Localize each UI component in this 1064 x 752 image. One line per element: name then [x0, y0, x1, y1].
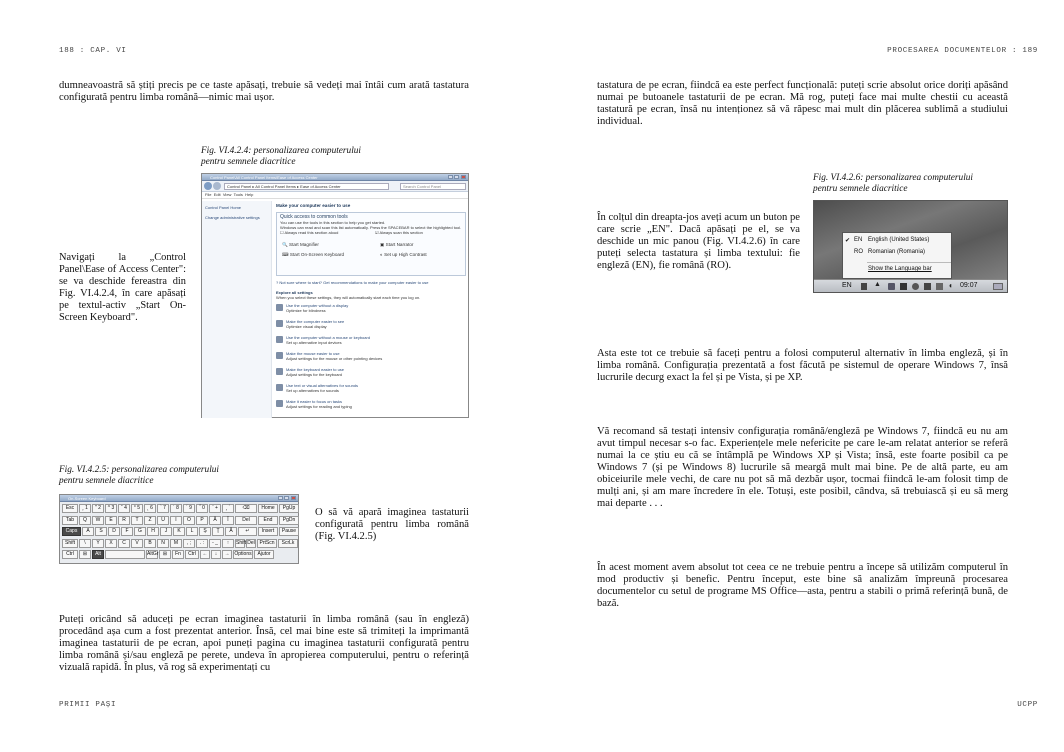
setting-title: Use the computer without a mouse or keyboard	[286, 335, 371, 340]
network-icon[interactable]	[888, 283, 895, 290]
menu-bar	[202, 192, 468, 199]
show-desktop-icon[interactable]	[993, 283, 1003, 290]
key[interactable]: Ctrl	[62, 550, 78, 559]
quick-title: Quick access to common tools	[280, 214, 348, 220]
window-title: Control Panel\All Control Panel Items\Ease of Access Center	[210, 175, 318, 180]
key[interactable]: →	[222, 550, 232, 559]
right-para-2: În colțul din dreapta-jos aveți acum un buton pe care scrie „EN". Dacă apăsați pe el, se va deschide un mic panou (Fig. VI.4.2.6) în care puteți selecta tastatura și limba textului: fie engleză (EN), fie română (RO).	[597, 212, 800, 271]
setting-subtitle: Set up alternatives for sounds	[286, 388, 339, 393]
menu-file[interactable]: File	[205, 192, 212, 197]
fig-426-caption	[813, 173, 973, 195]
key[interactable]: ↓	[211, 550, 221, 559]
key[interactable]: . :	[196, 539, 208, 548]
setting-icon	[276, 304, 283, 311]
fig-424-caption	[201, 146, 361, 168]
key[interactable]: Q	[79, 516, 91, 525]
key[interactable]: L	[186, 527, 198, 536]
app-tray-icon[interactable]	[900, 283, 907, 290]
check-scan[interactable]: ☑ Always scan this section	[375, 230, 423, 235]
checkmark-icon: ✔	[845, 238, 851, 244]
key[interactable]: Alt	[92, 550, 104, 559]
keyboard-title: On-Screen Keyboard	[68, 496, 106, 501]
key[interactable]: M	[170, 539, 182, 548]
right-header: PROCESAREA DOCUMENTELOR : 189	[887, 47, 1038, 55]
key[interactable]: S	[95, 527, 107, 536]
key[interactable]: ←	[200, 550, 210, 559]
caption-line: pentru semnele diacritice	[813, 184, 908, 194]
key[interactable]: ˛ 6	[144, 504, 156, 513]
lang-code: RO	[854, 249, 863, 255]
key[interactable]: J	[160, 527, 172, 536]
address-row	[202, 181, 468, 192]
sidebar-item-admin[interactable]: Change administrative settings	[205, 215, 260, 220]
tray-lang-button[interactable]: EN	[842, 282, 852, 289]
show-language-bar-link[interactable]: Show the Language bar	[868, 266, 932, 272]
setting-subtitle: Adjust settings for reading and typing	[286, 404, 352, 409]
key[interactable]: ⊞	[159, 550, 171, 559]
taskbar-tray	[814, 279, 1007, 292]
window-titlebar	[202, 174, 468, 181]
setting-title: Make the keyboard easier to use	[286, 367, 345, 372]
right-page	[532, 0, 1064, 752]
caption-line: pentru semnele diacritice	[59, 476, 154, 486]
settings-list	[276, 303, 466, 412]
menu-edit[interactable]: Edit	[213, 192, 221, 197]
key[interactable]: Esc	[62, 504, 78, 513]
left-header: 188 : CAP. VI	[59, 47, 127, 55]
key[interactable]: Î	[222, 516, 234, 525]
right-para-4: Vă recomand să testați intensiv configurația română/engleză pe Windows 7, fiindcă eu nu am avut timpul necesar s-o fac. Experiențele mele nefericite pe care le-am relatat anterior se referă numai la ce știu eu că se întâmplă pe Windows XP și Vista; însă, este foarte posibil ca pe Windows 7 (și pe Windows 8) lucrurile să meargă mult mai bine. Pe de altă parte, eu am obiceiurile mele vechi, de care nu pot să mă dezbăr ușor, tocmai fiindcă le-am folosit timp de mulți ani, și am mare încredere în ele. Totuși, este posibil, cândva, să trebuiască și eu să merg mai departe . . .	[597, 426, 1008, 509]
maximize-icon[interactable]	[454, 175, 459, 179]
key[interactable]: ⌫	[235, 504, 257, 513]
setting-subtitle: Adjust settings for the mouse or other pointing devices	[286, 356, 383, 361]
setting-title: Make the mouse easier to use	[286, 351, 340, 356]
keyboard-titlebar	[60, 495, 298, 502]
lang-name: English (United States)	[868, 237, 930, 243]
key[interactable]: Y	[92, 539, 104, 548]
maximize-icon[interactable]	[284, 496, 289, 500]
key[interactable]: V	[131, 539, 143, 548]
sidebar	[202, 201, 272, 418]
page-heading: Make your computer easier to use	[276, 203, 351, 208]
key[interactable]: Del	[235, 516, 257, 525]
key[interactable]: H	[147, 527, 159, 536]
key[interactable]: K	[173, 527, 185, 536]
close-icon[interactable]	[291, 496, 296, 500]
address-bar[interactable]: Control Panel ▸ All Control Panel Items ▸ Ease of Access Center	[224, 183, 389, 190]
explore-desc: When you select these settings, they will automatically start each time you log on.	[276, 295, 421, 300]
keyboard-description: O să vă apară imaginea tastaturii configurată pentru limba română (Fig. VI.4.2.5)	[315, 507, 469, 542]
key[interactable]: Shift	[236, 539, 247, 546]
key[interactable]: Ctrl	[185, 550, 199, 559]
setting-item[interactable]	[276, 399, 466, 412]
key[interactable]: I	[170, 516, 182, 525]
quick-desc-1: You can use the tools in this section to help you get started.	[280, 220, 386, 225]
setting-item[interactable]	[276, 383, 466, 396]
key[interactable]: - _	[209, 539, 221, 548]
key[interactable]: AltGr	[147, 551, 159, 557]
key[interactable]: Insert	[258, 527, 278, 536]
key[interactable]: U	[157, 516, 169, 525]
setting-item[interactable]	[276, 367, 466, 380]
right-para-5: În acest moment avem absolut tot ceea ce ne trebuie pentru a începe să utilizăm computerul în mod productiv și benefic. Pentru început, este bine să analizăm împreună procesarea documentelor cu setul de programe MS Office—asta, pentru a stabili o primă referință bună, de bază.	[597, 562, 1008, 609]
key[interactable]: Shift	[62, 539, 78, 548]
key[interactable]: Ț	[212, 527, 224, 536]
setting-title: Make it easier to focus on tasks	[286, 399, 343, 404]
keyboard-icon[interactable]	[861, 283, 867, 290]
left-bottom-paragraph: Puteți oricând să aduceți pe ecran imaginea tastaturii în limba română (sau în engleză) procedând așa cum a fost prezentat anterior. Însă, cel mai bine este să trimiteți la imprimantă imaginea tastaturii de pe ecran, apoi puneți pagina cu imaginea tastaturii configurată pentru limba română și/sau engleză pe perete, undeva în apropierea computerului, pentru o referință vizuală rapidă. În plus, vă rog să experimentați cu	[59, 614, 469, 673]
key[interactable]: PgDn	[279, 516, 299, 525]
check-row	[280, 230, 462, 236]
key[interactable]: C	[118, 539, 130, 548]
control-panel-screenshot	[201, 173, 469, 418]
explore-title: Explore all settings	[276, 290, 313, 295]
key[interactable]: N	[157, 539, 169, 548]
key[interactable]: A	[82, 527, 94, 536]
key[interactable]: ¸ ´	[222, 504, 234, 513]
key[interactable]: P	[196, 516, 208, 525]
key[interactable]: ˙ 8	[170, 504, 182, 513]
caption-line: Fig. VI.4.2.5: personalizarea computerului	[59, 465, 220, 475]
start-osk-link[interactable]: ⌨ Start On-Screen Keyboard	[282, 252, 345, 257]
check-label: Always scan this section	[379, 230, 423, 235]
key[interactable]: Caps	[62, 527, 81, 536]
setting-icon	[276, 368, 283, 375]
lang-code: EN	[854, 237, 863, 243]
key[interactable]: Tab	[62, 516, 78, 525]
back-icon[interactable]	[204, 182, 212, 190]
tool-label: Start On-Screen Keyboard	[289, 252, 345, 257]
divider	[867, 262, 951, 263]
close-icon[interactable]	[461, 175, 466, 179]
key[interactable]: ↵	[238, 527, 257, 536]
high-contrast-link[interactable]: ◐ Set up High Contrast	[380, 252, 427, 257]
forward-icon[interactable]	[213, 182, 221, 190]
caption-line: Fig. VI.4.2.6: personalizarea computerului	[813, 173, 974, 183]
key[interactable]: ScrLk	[278, 539, 298, 548]
setting-icon	[276, 336, 283, 343]
left-footer: PRIMII PAȘI	[59, 701, 117, 709]
clock[interactable]: 09:07	[960, 282, 978, 289]
tool-grid	[280, 242, 462, 266]
onscreen-keyboard-screenshot	[59, 494, 299, 564]
lang-option-en[interactable]	[843, 237, 951, 247]
setting-title: Make the computer easier to see	[286, 319, 345, 324]
tool-label: Set up High Contrast	[384, 252, 427, 257]
key[interactable]: O	[183, 516, 195, 525]
key[interactable]: W	[92, 516, 104, 525]
key[interactable]: D	[108, 527, 120, 536]
setting-item[interactable]	[276, 351, 466, 364]
tray-chevron-icon[interactable]: ▲	[874, 281, 881, 288]
setting-item[interactable]	[276, 335, 466, 348]
key[interactable]: Â	[225, 527, 237, 536]
key[interactable]: " 2	[92, 504, 104, 513]
main-content	[276, 203, 466, 412]
key[interactable]: T	[131, 516, 143, 525]
language-popup	[842, 232, 952, 279]
setting-subtitle: Optimize visual display	[286, 324, 327, 329]
check-label: Always read this section aloud	[284, 230, 339, 235]
start-narrator-link[interactable]: ▣ Start Narrator	[380, 242, 414, 247]
quick-access-box	[276, 212, 466, 276]
setting-subtitle: Optimize for blindness	[286, 308, 326, 313]
setting-item[interactable]	[276, 303, 466, 316]
key[interactable]: Home	[258, 504, 278, 513]
key[interactable]: ⊞	[79, 550, 91, 559]
key[interactable]: ¸ 1	[79, 504, 91, 513]
tool-label: Start Magnifier	[289, 242, 319, 247]
quick-desc-2: Windows can read and scan this list automatically. Press the SPACEBAR to select the highlighted tool.	[280, 225, 462, 230]
key[interactable]	[105, 550, 145, 559]
check-read-aloud[interactable]: ☐ Always read this section aloud	[280, 230, 339, 235]
key[interactable]: Ă	[209, 516, 221, 525]
menu-view[interactable]: View	[222, 192, 232, 197]
setting-subtitle: Set up alternative input devices	[286, 340, 342, 345]
setting-icon	[276, 400, 283, 407]
key[interactable]: ˝ 0	[196, 504, 208, 513]
key[interactable]: X	[105, 539, 117, 548]
lang-option-ro[interactable]	[843, 249, 951, 259]
nav-instructions: Navigați la „Control Panel\Ease of Access Center": se va deschide fereastra din Fig. VI.4.2.4, în care apăsați pe textul-activ „Start On-Screen Keyboard".	[59, 252, 186, 323]
key[interactable]: Ajutor	[254, 550, 274, 559]
keyboard-keys	[60, 502, 298, 562]
setting-icon	[276, 384, 283, 391]
volume-icon[interactable]: ◖	[948, 281, 953, 290]
key[interactable]: ˘ 4	[118, 504, 130, 513]
key[interactable]: End	[258, 516, 278, 525]
lang-name: Romanian (Romania)	[868, 249, 926, 255]
right-footer: UCPP	[1017, 701, 1038, 709]
not-sure-label: Not sure where to start? Get recommendations to make your computer easier to use	[279, 280, 429, 285]
tool-label: Start Narrator	[385, 242, 414, 247]
update-icon[interactable]	[912, 283, 919, 290]
key[interactable]: B	[144, 539, 156, 548]
key[interactable]: , ;	[183, 539, 195, 548]
caption-line: pentru semnele diacritice	[201, 157, 296, 167]
setting-title: Use text or visual alternatives for sounds	[286, 383, 359, 388]
setting-icon	[276, 320, 283, 327]
setting-subtitle: Adjust settings for the keyboard	[286, 372, 343, 377]
key[interactable]: Z	[144, 516, 156, 525]
key[interactable]: ↑	[222, 539, 234, 548]
language-bar-screenshot	[813, 200, 1008, 293]
key[interactable]: R	[118, 516, 130, 525]
key[interactable]: ´ 9	[183, 504, 195, 513]
setting-icon	[276, 352, 283, 359]
right-para-1: tastatura de pe ecran, fiindcă ea este perfect funcțională: puteți scrie absolut orice doriți apăsând numai pe butoanele tastaturii de pe ecran. Mă rog, puteți face mai multe chestii cu această tastatură pe ecran, însă nu intenționez să vă răpesc mai mult din plăcerea sublimă a studiului individual.	[597, 80, 1008, 127]
key[interactable]: ` 7	[157, 504, 169, 513]
key[interactable]: Pause	[279, 527, 299, 536]
key[interactable]: \	[79, 539, 91, 548]
start-magnifier-link[interactable]: 🔍 Start Magnifier	[282, 242, 319, 247]
minimize-icon[interactable]	[278, 496, 283, 500]
key[interactable]: Ș	[199, 527, 211, 536]
key[interactable]: G	[134, 527, 146, 536]
key[interactable]: ^ 3	[105, 504, 117, 513]
key[interactable]: Fn	[172, 550, 184, 559]
setting-title: Use the computer without a display	[286, 303, 349, 308]
right-para-3: Asta este tot ce trebuie să faceți pentru a folosi computerul alternativ în limba engleză, și în limba română. Configurația prezentată a fost făcută pe sistemul de operare Windows 7, însă lucrurile decurg exact la fel și pe Vista, și pe XP.	[597, 348, 1008, 383]
left-intro: dumneavoastră să știți precis pe ce taste apăsați, trebuie să vedeți mai întâi cum arată tastatura configurată pentru limba română—nimic mai ușor.	[59, 80, 469, 103]
key[interactable]: PgUp	[279, 504, 299, 513]
fig-425-caption	[59, 465, 219, 487]
sidebar-item-home[interactable]: Control Panel Home	[205, 205, 242, 210]
key[interactable]: F	[121, 527, 133, 536]
caption-line: Fig. VI.4.2.4: personalizarea computerului	[201, 146, 362, 156]
key[interactable]: E	[105, 516, 117, 525]
key[interactable]: ° 5	[131, 504, 143, 513]
setting-item[interactable]	[276, 319, 466, 332]
flag-icon[interactable]	[924, 283, 931, 290]
menu-help[interactable]: Help	[245, 192, 254, 197]
key[interactable]: Del	[247, 539, 255, 546]
search-input[interactable]: Search Control Panel	[400, 183, 466, 190]
not-sure-link[interactable]: ? Not sure where to start? Get recommendations to make your computer easier to use	[276, 280, 429, 285]
minimize-icon[interactable]	[448, 175, 453, 179]
key[interactable]: Options	[234, 551, 252, 557]
key[interactable]: ¨ +	[209, 504, 221, 513]
key[interactable]: PrtScn	[257, 539, 277, 548]
monitor-icon[interactable]	[936, 283, 943, 290]
menu-tools[interactable]: Tools	[233, 192, 243, 197]
